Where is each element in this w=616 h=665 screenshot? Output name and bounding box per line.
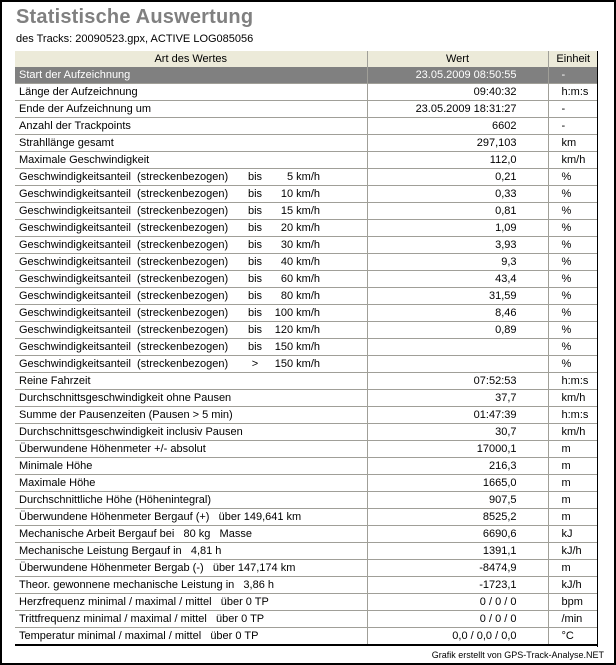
row-label: Geschwindigkeitsanteil (streckenbezogen) bbox=[19, 273, 229, 285]
row-speed-limit: 150 km/h bbox=[274, 358, 320, 370]
row-value: 43,4 bbox=[367, 271, 548, 288]
row-operator: bis bbox=[247, 307, 263, 319]
row-label: Geschwindigkeitsanteil (streckenbezogen) bbox=[19, 290, 229, 302]
row-unit: - bbox=[548, 118, 598, 135]
row-label-cell: Durchschnittsgeschwindigkeit ohne Pausen bbox=[15, 390, 367, 407]
row-unit: % bbox=[548, 186, 598, 203]
row-operator: bis bbox=[247, 171, 263, 183]
row-value: 1665,0 bbox=[367, 475, 548, 492]
row-unit: kJ/h bbox=[548, 577, 598, 594]
table-right-border bbox=[597, 51, 598, 647]
row-label: Geschwindigkeitsanteil (streckenbezogen) bbox=[19, 358, 229, 370]
row-value: 23.05.2009 18:31:27 bbox=[367, 101, 548, 118]
table-body bbox=[15, 67, 598, 645]
row-label-cell: Überwundene Höhenmeter Bergauf (+) über 149,641 km bbox=[15, 509, 367, 526]
row-speed-limit: 30 km/h bbox=[280, 239, 320, 251]
row-label: Geschwindigkeitsanteil (streckenbezogen) bbox=[19, 205, 229, 217]
table-row[interactable] bbox=[15, 322, 598, 339]
row-value: -1723,1 bbox=[367, 577, 548, 594]
row-label-cell bbox=[15, 220, 367, 237]
table-row[interactable] bbox=[15, 254, 598, 271]
row-unit: % bbox=[548, 288, 598, 305]
table-row[interactable] bbox=[15, 271, 598, 288]
row-label: Geschwindigkeitsanteil (streckenbezogen) bbox=[19, 307, 229, 319]
table-row[interactable] bbox=[15, 475, 598, 492]
row-label-cell: Temperatur minimal / maximal / mittel über 0 TP bbox=[15, 628, 367, 646]
row-value: 0 / 0 / 0 bbox=[367, 611, 548, 628]
row-unit: % bbox=[548, 220, 598, 237]
row-operator: bis bbox=[247, 256, 263, 268]
row-unit: m bbox=[548, 509, 598, 526]
table-row[interactable] bbox=[15, 373, 598, 390]
row-operator: bis bbox=[247, 341, 263, 353]
row-label-cell bbox=[15, 305, 367, 322]
row-label-cell: Strahllänge gesamt bbox=[15, 135, 367, 152]
row-unit: - bbox=[548, 67, 598, 84]
row-value: 8,46 bbox=[367, 305, 548, 322]
row-label-cell: Maximale Höhe bbox=[15, 475, 367, 492]
row-operator: bis bbox=[247, 188, 263, 200]
row-label-cell bbox=[15, 237, 367, 254]
table-row[interactable] bbox=[15, 526, 598, 543]
table-row[interactable] bbox=[15, 424, 598, 441]
row-value: 0 / 0 / 0 bbox=[367, 594, 548, 611]
footer-credit: Grafik erstellt von GPS-Track-Analyse.NET bbox=[431, 650, 604, 660]
row-unit: % bbox=[548, 322, 598, 339]
row-unit: km/h bbox=[548, 390, 598, 407]
row-unit: % bbox=[548, 169, 598, 186]
row-speed-limit: 150 km/h bbox=[274, 341, 320, 353]
row-unit: kJ bbox=[548, 526, 598, 543]
row-value: 07:52:53 bbox=[367, 373, 548, 390]
statistics-table bbox=[15, 51, 598, 646]
row-value bbox=[367, 356, 548, 373]
table-row[interactable] bbox=[15, 169, 598, 186]
row-value: 112,0 bbox=[367, 152, 548, 169]
row-speed-limit: 120 km/h bbox=[274, 324, 320, 336]
row-unit: m bbox=[548, 475, 598, 492]
row-label-cell bbox=[15, 288, 367, 305]
table-row[interactable] bbox=[15, 237, 598, 254]
row-label-cell: Durchschnittsgeschwindigkeit inclusiv Pausen bbox=[15, 424, 367, 441]
row-label-cell bbox=[15, 339, 367, 356]
row-label: Geschwindigkeitsanteil (streckenbezogen) bbox=[19, 222, 229, 234]
row-label-cell bbox=[15, 186, 367, 203]
row-unit: % bbox=[548, 237, 598, 254]
row-value: 9,3 bbox=[367, 254, 548, 271]
row-value: 30,7 bbox=[367, 424, 548, 441]
row-value: -8474,9 bbox=[367, 560, 548, 577]
row-unit: % bbox=[548, 305, 598, 322]
row-unit: - bbox=[548, 101, 598, 118]
row-operator: bis bbox=[247, 239, 263, 251]
row-operator: bis bbox=[247, 205, 263, 217]
row-value: 1,09 bbox=[367, 220, 548, 237]
row-unit: m bbox=[548, 441, 598, 458]
row-label-cell: Anzahl der Trackpoints bbox=[15, 118, 367, 135]
row-value: 907,5 bbox=[367, 492, 548, 509]
table-row[interactable] bbox=[15, 118, 598, 135]
row-speed-limit: 60 km/h bbox=[280, 273, 320, 285]
row-value: 31,59 bbox=[367, 288, 548, 305]
row-label-cell: Theor. gewonnene mechanische Leistung in 3,86 h bbox=[15, 577, 367, 594]
table-row[interactable] bbox=[15, 611, 598, 628]
table-row[interactable] bbox=[15, 458, 598, 475]
row-label-cell: Start der Aufzeichnung bbox=[15, 67, 367, 84]
row-label-cell: Länge der Aufzeichnung bbox=[15, 84, 367, 101]
row-value bbox=[367, 339, 548, 356]
table-row[interactable] bbox=[15, 577, 598, 594]
table-row[interactable] bbox=[15, 560, 598, 577]
table-row[interactable] bbox=[15, 203, 598, 220]
table-row[interactable] bbox=[15, 135, 598, 152]
row-unit: km bbox=[548, 135, 598, 152]
row-value: 216,3 bbox=[367, 458, 548, 475]
row-label-cell: Mechanische Leistung Bergauf in 4,81 h bbox=[15, 543, 367, 560]
row-label-cell: Minimale Höhe bbox=[15, 458, 367, 475]
row-unit: h:m:s bbox=[548, 407, 598, 424]
row-label-cell bbox=[15, 254, 367, 271]
row-operator: bis bbox=[247, 290, 263, 302]
row-value: 6602 bbox=[367, 118, 548, 135]
page-title: Statistische Auswertung bbox=[16, 6, 254, 28]
row-unit: bpm bbox=[548, 594, 598, 611]
row-label-cell bbox=[15, 203, 367, 220]
row-label-cell: Maximale Geschwindigkeit bbox=[15, 152, 367, 169]
row-value: 17000,1 bbox=[367, 441, 548, 458]
row-label-cell bbox=[15, 322, 367, 339]
table-row[interactable] bbox=[15, 390, 598, 407]
column-header-type[interactable]: Art des Wertes bbox=[15, 51, 367, 67]
table-row[interactable] bbox=[15, 628, 598, 646]
row-label-cell: Mechanische Arbeit Bergauf bei 80 kg Masse bbox=[15, 526, 367, 543]
row-value: 0,21 bbox=[367, 169, 548, 186]
row-value: 09:40:32 bbox=[367, 84, 548, 101]
table-row[interactable] bbox=[15, 152, 598, 169]
row-speed-limit: 40 km/h bbox=[280, 256, 320, 268]
row-unit: /min bbox=[548, 611, 598, 628]
row-unit: h:m:s bbox=[548, 84, 598, 101]
row-value: 01:47:39 bbox=[367, 407, 548, 424]
table-row[interactable] bbox=[15, 101, 598, 118]
row-value: 0,33 bbox=[367, 186, 548, 203]
row-label-cell bbox=[15, 169, 367, 186]
table-row[interactable] bbox=[15, 220, 598, 237]
row-label-cell: Überwundene Höhenmeter +/- absolut bbox=[15, 441, 367, 458]
row-operator: bis bbox=[247, 324, 263, 336]
row-value: 3,93 bbox=[367, 237, 548, 254]
row-value: 0,81 bbox=[367, 203, 548, 220]
row-unit: % bbox=[548, 203, 598, 220]
row-label: Geschwindigkeitsanteil (streckenbezogen) bbox=[19, 188, 229, 200]
row-unit: km/h bbox=[548, 424, 598, 441]
row-unit: % bbox=[548, 356, 598, 373]
table-row[interactable] bbox=[15, 67, 598, 84]
table-row[interactable] bbox=[15, 543, 598, 560]
row-label-cell: Herzfrequenz minimal / maximal / mittel über 0 TP bbox=[15, 594, 367, 611]
row-unit: m bbox=[548, 560, 598, 577]
table-row[interactable] bbox=[15, 492, 598, 509]
track-subtitle: des Tracks: 20090523.gpx, ACTIVE LOG085056 bbox=[16, 33, 254, 45]
row-value: 23.05.2009 08:50:55 bbox=[367, 67, 548, 84]
row-label: Geschwindigkeitsanteil (streckenbezogen) bbox=[19, 171, 229, 183]
table-row[interactable] bbox=[15, 441, 598, 458]
row-speed-limit: 100 km/h bbox=[274, 307, 320, 319]
row-label: Geschwindigkeitsanteil (streckenbezogen) bbox=[19, 341, 229, 353]
row-label-cell: Überwundene Höhenmeter Bergab (-) über 147,174 km bbox=[15, 560, 367, 577]
table-row[interactable] bbox=[15, 356, 598, 373]
table-header-row bbox=[15, 51, 598, 67]
row-label: Geschwindigkeitsanteil (streckenbezogen) bbox=[19, 324, 229, 336]
row-value: 37,7 bbox=[367, 390, 548, 407]
table-row[interactable] bbox=[15, 186, 598, 203]
table-row[interactable] bbox=[15, 509, 598, 526]
row-label: Geschwindigkeitsanteil (streckenbezogen) bbox=[19, 239, 229, 251]
row-label-cell: Trittfrequenz minimal / maximal / mittel über 0 TP bbox=[15, 611, 367, 628]
row-value: 8525,2 bbox=[367, 509, 548, 526]
table-row[interactable] bbox=[15, 84, 598, 101]
table-row[interactable] bbox=[15, 339, 598, 356]
table-row[interactable] bbox=[15, 407, 598, 424]
row-unit: % bbox=[548, 271, 598, 288]
row-operator: bis bbox=[247, 222, 263, 234]
row-unit: m bbox=[548, 458, 598, 475]
row-label-cell bbox=[15, 356, 367, 373]
row-unit: % bbox=[548, 339, 598, 356]
row-unit: km/h bbox=[548, 152, 598, 169]
row-label: Geschwindigkeitsanteil (streckenbezogen) bbox=[19, 256, 229, 268]
row-operator: > bbox=[251, 358, 259, 370]
row-unit: °C bbox=[548, 628, 598, 646]
column-header-value[interactable]: Wert bbox=[367, 51, 548, 67]
table-row[interactable] bbox=[15, 305, 598, 322]
row-value: 6690,6 bbox=[367, 526, 548, 543]
row-unit: h:m:s bbox=[548, 373, 598, 390]
row-speed-limit: 80 km/h bbox=[280, 290, 320, 302]
row-unit: kJ/h bbox=[548, 543, 598, 560]
row-value: 0,0 / 0,0 / 0,0 bbox=[367, 628, 548, 646]
row-speed-limit: 10 km/h bbox=[280, 188, 320, 200]
row-label-cell: Durchschnittliche Höhe (Höhenintegral) bbox=[15, 492, 367, 509]
row-speed-limit: 15 km/h bbox=[280, 205, 320, 217]
row-speed-limit: 20 km/h bbox=[280, 222, 320, 234]
row-label-cell: Reine Fahrzeit bbox=[15, 373, 367, 390]
table-row[interactable] bbox=[15, 288, 598, 305]
row-speed-limit: 5 km/h bbox=[286, 171, 320, 183]
row-value: 297,103 bbox=[367, 135, 548, 152]
row-unit: % bbox=[548, 254, 598, 271]
table-row[interactable] bbox=[15, 594, 598, 611]
row-value: 1391,1 bbox=[367, 543, 548, 560]
row-value: 0,89 bbox=[367, 322, 548, 339]
row-label-cell: Summe der Pausenzeiten (Pausen > 5 min) bbox=[15, 407, 367, 424]
row-label-cell bbox=[15, 271, 367, 288]
row-operator: bis bbox=[247, 273, 263, 285]
column-header-unit[interactable]: Einheit bbox=[548, 51, 598, 67]
row-unit: m bbox=[548, 492, 598, 509]
row-label-cell: Ende der Aufzeichnung um bbox=[15, 101, 367, 118]
